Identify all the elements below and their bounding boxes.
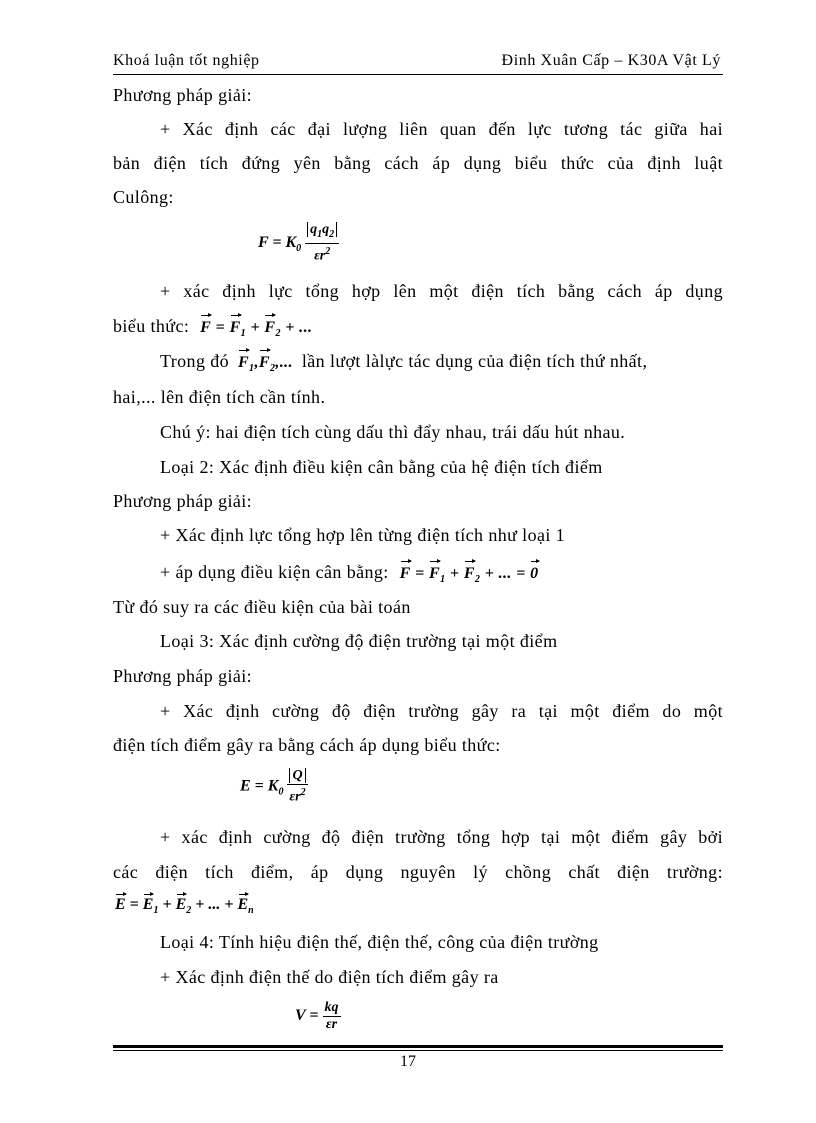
line-11: Phương pháp giải: bbox=[113, 491, 253, 511]
page-number: 17 bbox=[400, 1053, 416, 1070]
line-16: Phương pháp giải: bbox=[113, 666, 253, 686]
line-8: hai,... lên điện tích cần tính. bbox=[113, 387, 326, 407]
line-6: biểu thức: bbox=[113, 316, 190, 336]
line-14: Từ đó suy ra các điều kiện của bài toán bbox=[113, 597, 411, 617]
line-10: Loại 2: Xác định điều kiện cân bằng của hệ điện tích điểm bbox=[160, 457, 603, 477]
line-3: bản điện tích đứng yên bằng cách áp dụng biểu thức của định luật bbox=[113, 153, 723, 173]
footer-rule-thin bbox=[113, 1050, 723, 1052]
line-13: + áp dụng điều kiện cân bằng: bbox=[160, 562, 389, 582]
line-12: + Xác định lực tổng hợp lên từng điện tích như loại 1 bbox=[160, 525, 566, 545]
line-22: + Xác định điện thế do điện tích điểm gây ra bbox=[160, 967, 499, 987]
line-17: + Xác định cường độ điện trường gây ra tại một điểm do một bbox=[160, 701, 723, 721]
line-7: Trong đó $F_1,F_2$,... lần lượt làlực tác dụng của điện tích thứ nhất, bbox=[160, 351, 648, 375]
line-1: Phương pháp giải: bbox=[113, 85, 253, 105]
line-19: + xác định cường độ điện trường tổng hợp tại một điểm gây bởi bbox=[160, 827, 723, 847]
force-terms: $F_1,F_2$,... bbox=[237, 354, 293, 375]
line-20: các điện tích điểm, áp dụng nguyên lý chồng chất điện trường: bbox=[113, 862, 723, 882]
field-equation: $E = K_0$ $\frac{Q}{\varepsilon r^2}$ bbox=[240, 768, 306, 805]
line-13-wrap bbox=[113, 561, 723, 591]
line-21: Loại 4: Tính hiệu điện thế, điện thế, công của điện trường bbox=[160, 932, 599, 952]
line-9: Chú ý: hai điện tích cùng dấu thì đẩy nhau, trái dấu hút nhau. bbox=[160, 422, 626, 442]
force-sum-equation: $F = F_1 + F_2$ + ... bbox=[200, 319, 313, 340]
header-left: Khoá luận tốt nghiệp bbox=[113, 52, 260, 69]
field-sum-equation: $E = E_1 + E_2$ + ... + $E_n$ bbox=[115, 896, 254, 917]
line-18: điện tích điểm gây ra bằng cách áp dụng biểu thức: bbox=[113, 735, 501, 755]
coulomb-equation: $F = K_0$ $\frac{q_1q_2}{\varepsilon r^2}$ bbox=[258, 222, 339, 264]
line-4: Culông: bbox=[113, 187, 174, 207]
page-header bbox=[113, 52, 723, 75]
header-right: Đinh Xuân Cấp – K30A Vật Lý bbox=[501, 52, 721, 69]
line-2: + Xác định các đại lượng liên quan đến lực tương tác giữa hai bbox=[160, 119, 723, 139]
equilibrium-equation: $F = F_1 + F_2$ + ... = 0 bbox=[399, 565, 539, 586]
potential-equation: V = $\frac{kq}{\varepsilon r}$ bbox=[295, 1000, 339, 1032]
line-5: + xác định lực tổng hợp lên một điện tích bằng cách áp dụng bbox=[160, 281, 723, 301]
line-6-wrap bbox=[113, 315, 723, 345]
line-15: Loại 3: Xác định cường độ điện trường tại một điểm bbox=[160, 631, 558, 651]
